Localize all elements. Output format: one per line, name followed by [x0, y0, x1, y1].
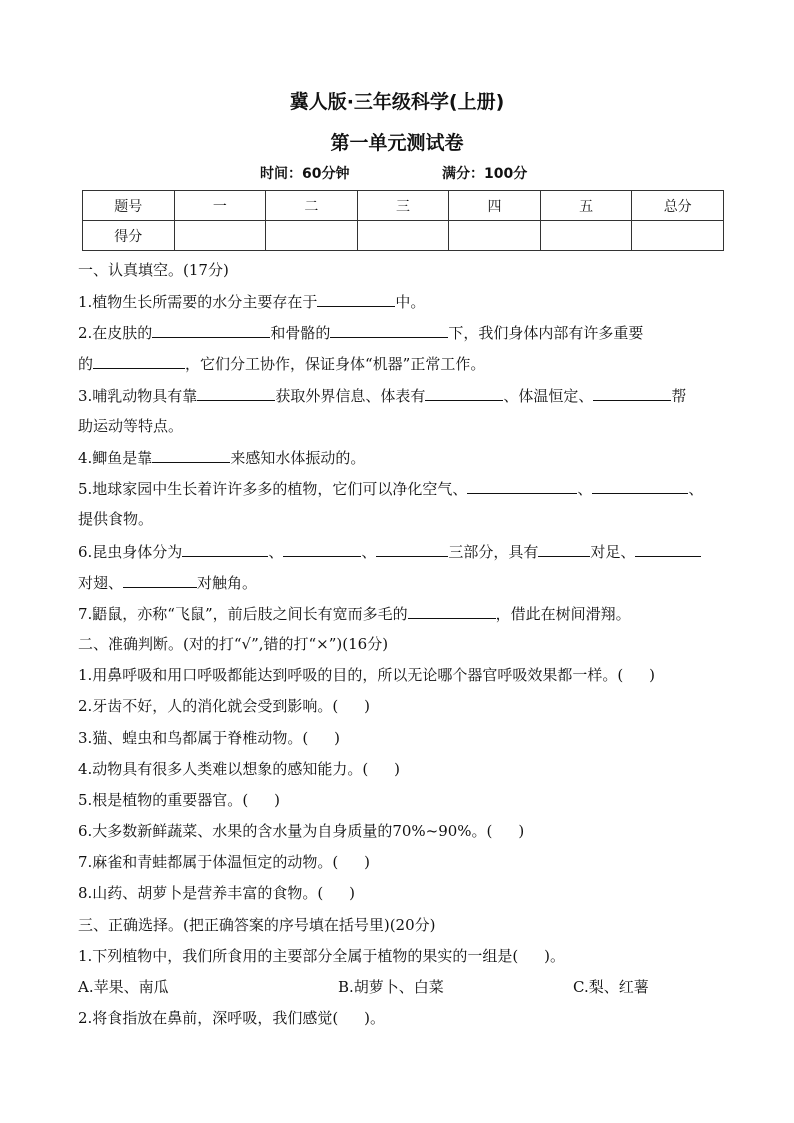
choice-question-2: 2.将食指放在鼻前，深呼吸，我们感觉( )。	[78, 1009, 386, 1027]
fill-question-3-line-2: 助运动等特点。	[78, 417, 184, 435]
score-cell[interactable]	[449, 221, 541, 251]
fill-question-3-line-1: 3.哺乳动物具有靠 获取外界信息、体表有 、体温恒定、 帮	[78, 387, 687, 405]
exam-title: 冀人版·三年级科学(上册)	[289, 91, 505, 113]
judge-question: 4.动物具有很多人类难以想象的感知能力。( )	[78, 760, 401, 778]
exam-full-score: 满分：100分	[442, 166, 528, 182]
answer-blank[interactable]	[317, 291, 395, 307]
section-3-heading: 三、正确选择。(把正确答案的序号填在括号里)(20分)	[78, 916, 436, 934]
answer-blank[interactable]	[592, 478, 688, 494]
score-header-cell: 四	[449, 191, 541, 221]
judge-question: 3.猫、蝗虫和鸟都属于脊椎动物。( )	[78, 729, 341, 747]
score-header-cell: 五	[540, 191, 632, 221]
section-1-heading: 一、认真填空。(17分)	[78, 261, 229, 279]
section-2-heading: 二、准确判断。(对的打“√”,错的打“×”)(16分)	[78, 635, 389, 653]
exam-subtitle: 第一单元测试卷	[330, 132, 464, 154]
score-cell[interactable]	[540, 221, 632, 251]
fill-question-2-line-2: 的 ，它们分工协作，保证身体“机器”正常工作。	[78, 355, 486, 373]
fill-question-5-line-1: 5.地球家园中生长着许许多多的植物，它们可以净化空气、 、 、	[78, 480, 704, 498]
answer-blank[interactable]	[425, 385, 503, 401]
judge-question: 6.大多数新鲜蔬菜、水果的含水量为自身质量的70%~90%。( )	[78, 822, 525, 840]
choice-option-c[interactable]: C.梨、红薯	[573, 978, 649, 996]
answer-blank[interactable]	[593, 385, 671, 401]
exam-time: 时间：60分钟	[260, 166, 350, 182]
choice-option-b[interactable]: B.胡萝卜、白菜	[338, 978, 444, 996]
fill-question-6-line-2: 对翅、 对触角。	[78, 574, 258, 592]
fill-question-7: 7.鼯鼠，亦称“飞鼠”，前后肢之间长有宽而多毛的 ，借此在树间滑翔。	[78, 605, 631, 623]
score-header-cell: 总分	[632, 191, 724, 221]
choice-option-a[interactable]: A.苹果、南瓜	[78, 978, 169, 996]
choice-question-1: 1.下列植物中，我们所食用的主要部分全属于植物的果实的一组是( )。	[78, 947, 566, 965]
score-cell[interactable]	[357, 221, 449, 251]
answer-blank[interactable]	[635, 541, 701, 557]
fill-question-2-line-1: 2.在皮肤的 和骨骼的 下，我们身体内部有许多重要	[78, 324, 644, 342]
answer-blank[interactable]	[123, 572, 197, 588]
answer-blank[interactable]	[467, 478, 577, 494]
judge-question: 2.牙齿不好，人的消化就会受到影响。( )	[78, 697, 371, 715]
answer-blank[interactable]	[376, 541, 448, 557]
answer-blank[interactable]	[182, 541, 268, 557]
answer-blank[interactable]	[152, 447, 230, 463]
fill-question-5-line-2: 提供食物。	[78, 510, 154, 528]
answer-blank[interactable]	[93, 353, 185, 369]
answer-blank[interactable]	[283, 541, 361, 557]
score-cell[interactable]	[266, 221, 358, 251]
score-table-header-row	[83, 191, 724, 221]
answer-blank[interactable]	[408, 603, 496, 619]
score-row-label: 得分	[83, 221, 175, 251]
fill-question-6-line-1: 6.昆虫身体分为 、 、 三部分，具有 对足、	[78, 541, 728, 562]
answer-blank[interactable]	[330, 322, 448, 338]
score-header-cell: 二	[266, 191, 358, 221]
answer-blank[interactable]	[152, 322, 270, 338]
score-header-cell: 题号	[83, 191, 175, 221]
answer-blank[interactable]	[197, 385, 275, 401]
score-cell[interactable]	[632, 221, 724, 251]
score-table-score-row	[83, 221, 724, 251]
judge-question: 1.用鼻呼吸和用口呼吸都能达到呼吸的目的，所以无论哪个器官呼吸效果都一样。( )	[78, 666, 656, 684]
judge-question: 5.根是植物的重要器官。( )	[78, 791, 281, 809]
score-header-cell: 三	[357, 191, 449, 221]
fill-question-4: 4.鲫鱼是靠 来感知水体振动的。	[78, 449, 366, 467]
fill-question-1: 1.植物生长所需要的水分主要存在于 中。	[78, 293, 426, 311]
score-table	[82, 190, 724, 251]
score-header-cell: 一	[174, 191, 266, 221]
score-cell[interactable]	[174, 221, 266, 251]
judge-question: 8.山药、胡萝卜是营养丰富的食物。( )	[78, 884, 356, 902]
answer-blank[interactable]	[538, 541, 590, 557]
judge-question: 7.麻雀和青蛙都属于体温恒定的动物。( )	[78, 853, 371, 871]
